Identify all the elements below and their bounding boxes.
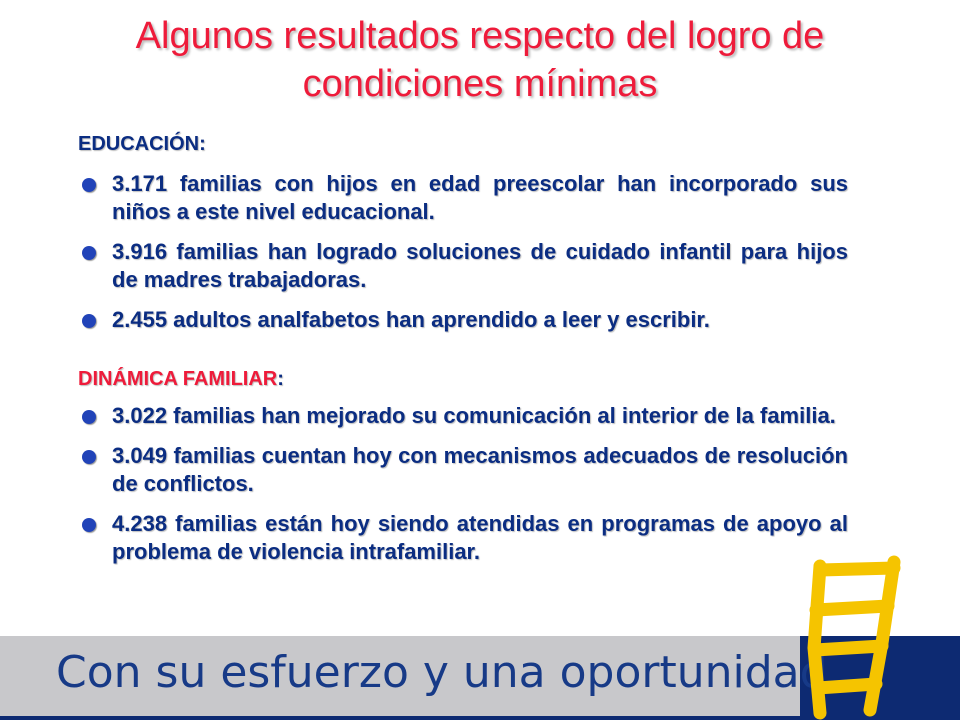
round-bullet-icon xyxy=(82,178,96,192)
education-heading: EDUCACIÓN: xyxy=(78,133,206,155)
list-item-text: 3.022 familias han mejorado su comunicación al interior de la familia. xyxy=(112,403,836,428)
footer-slogan: Con su esfuerzo y una oportunidad xyxy=(56,647,828,698)
round-bullet-icon xyxy=(82,518,96,532)
page-title-line-1: Algunos resultados respecto del logro de xyxy=(135,15,825,57)
family-heading-colon: : xyxy=(277,368,284,390)
page-title xyxy=(40,12,920,108)
list-item-text: 2.455 adultos analfabetos han aprendido a leer y escribir. xyxy=(112,307,710,332)
list-item xyxy=(78,510,848,566)
round-bullet-icon xyxy=(82,450,96,464)
education-list xyxy=(78,170,848,334)
list-item xyxy=(78,306,848,334)
list-item xyxy=(78,170,848,226)
family-list xyxy=(78,402,848,566)
round-bullet-icon xyxy=(82,246,96,260)
list-item-text: 3.171 familias con hijos en edad preescolar han incorporado sus niños a este nivel educacional. xyxy=(112,171,848,224)
list-item xyxy=(78,402,848,430)
list-item xyxy=(78,238,848,294)
round-bullet-icon xyxy=(82,410,96,424)
list-item-text: 3.916 familias han logrado soluciones de cuidado infantil para hijos de madres trabajadoras. xyxy=(112,239,848,292)
page-title-line-2: condiciones mínimas xyxy=(302,63,658,105)
list-item xyxy=(78,442,848,498)
list-item-text: 4.238 familias están hoy siendo atendidas en programas de apoyo al problema de violencia intrafamiliar. xyxy=(112,511,848,564)
round-bullet-icon xyxy=(82,314,96,328)
family-heading-text: DINÁMICA FAMILIAR xyxy=(78,368,278,390)
family-heading xyxy=(78,368,284,391)
ladder-icon xyxy=(790,548,910,720)
list-item-text: 3.049 familias cuentan hoy con mecanismos adecuados de resolución de conflictos. xyxy=(112,443,848,496)
